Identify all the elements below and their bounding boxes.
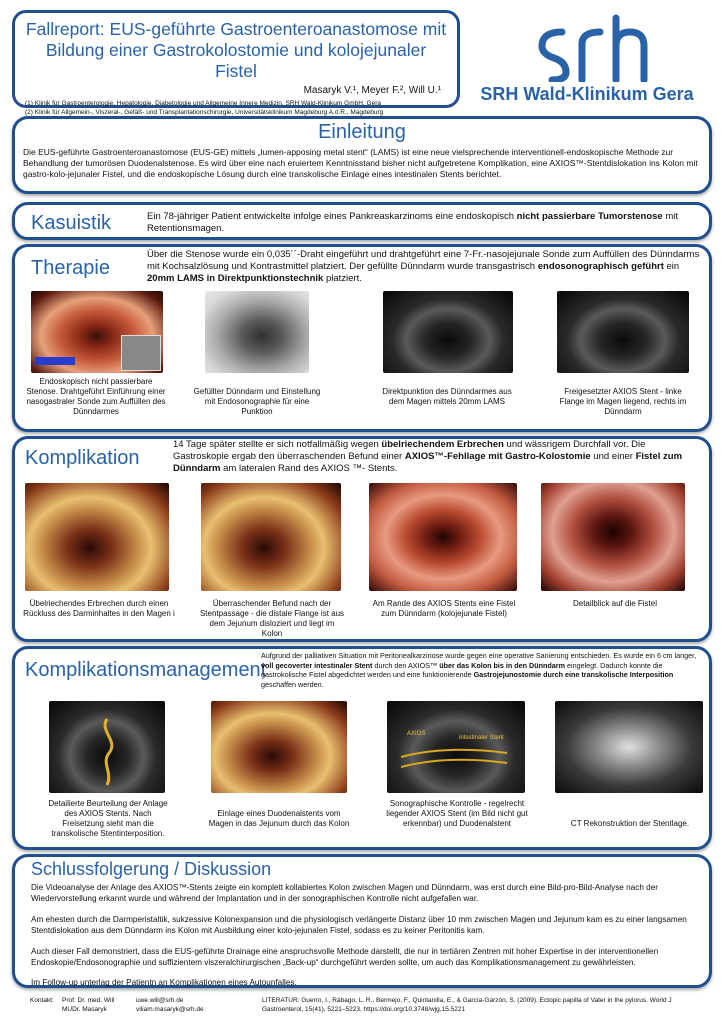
management-bold-3: Gastrojejunostomie durch eine transkolische Interposition — [473, 670, 674, 679]
komplikation-image-4 — [541, 483, 685, 591]
management-text-3: eingelegt. Dadurch konnte die gastrokolische Fistel abgedichtet werden und eine funktionierende — [261, 660, 663, 679]
therapie-text-1: Über die Stenose wurde ein 0,035´´-Draht eingeführt und drahtgeführt eine 7-Fr.-nasojejunale Sonde zum Auffüllen des Dünndarms mit Kochsalzlösung und Kontrastmittel platziert. Der gefüllte Dünndarm wurde transgastrisch — [147, 249, 700, 272]
komplikation-text-4: am lateralen Rand des AXIOS ™- Stents. — [220, 463, 398, 474]
management-text-4: geschaffen werden. — [261, 679, 324, 689]
management-image-1 — [49, 701, 165, 793]
contact-label: Kontakt: — [30, 997, 54, 1004]
management-text-2: durch den AXIOS™ — [372, 660, 440, 670]
contact-email-1[interactable]: uwe.will@srh.de — [136, 997, 184, 1004]
management-caption-4: CT Rekonstruktion der Stentlage. — [570, 819, 690, 828]
komplikation-caption-1: Übelriechendes Erbrechen durch einen Rückluss des Darminhaltes in den Magen i — [23, 599, 175, 618]
therapie-text-2: ein — [663, 261, 680, 272]
therapie-caption-4: Freigesetzter AXIOS Stent - linke Flange im Magen liegend, rechts im Dünndarm — [559, 387, 687, 416]
management-caption-3: Sonographische Kontrolle - regelrecht liegender AXIOS Stent (im Bild nicht gut erkennbar) und Duodenalstent — [386, 799, 528, 828]
management-title: Komplikationsmanagement — [25, 659, 267, 681]
srh-logo-mark — [462, 14, 712, 82]
kasuistik-title: Kasuistik — [31, 212, 112, 234]
section-schlussfolgerung — [12, 854, 712, 988]
affiliation-1: (1) Klinik für Gastroenterologie, Hepatologie, Diabetologie und Allgemeine Innere Medizin, SRH Wald-Klinikum GmbH, Gera — [25, 100, 381, 107]
management-text — [261, 651, 707, 689]
management-image-2 — [211, 701, 347, 793]
authors: Masaryk V.¹, Meyer F.², Will U.¹ — [303, 85, 441, 96]
section-komplikationsmanagement — [12, 646, 712, 850]
komplikation-image-2 — [201, 483, 341, 591]
management-caption-1: Detailierte Beurteilung der Anlage des AXIOS Stents. Nach Freisetzung sieht man die transkolische Stentinterposition. — [48, 799, 168, 838]
schluss-p1: Die Videoanalyse der Anlage des AXIOS™-Stents zeigte ein komplett kollabiertes Kolon zwischen Magen und Dünndarm, was erst durch eine Bild-pro-Bild-Analyse nach der Wiedervorstellung erkannt wurde und während der Implantation und in der sonographischen Kontrolle nicht aufgefallen war. — [31, 883, 658, 903]
contact-email-2[interactable]: viliam.masaryk@srh.de — [136, 1006, 204, 1013]
therapie-text — [147, 249, 709, 285]
therapie-caption-1: Endoskopisch nicht passierbare Stenose. Drahtgeführt Einführung einer nasogastraler Sonde zum Auffüllen des Dünndarmes — [26, 377, 166, 416]
kasuistik-text — [147, 211, 687, 235]
footer-literatur: LITERATUR: Guerro, I., Rábago, L. R., Bermejo, F., Quintanilla, E., & García-Garzón, S. (2009). Ectopic papilla of Vater in the pylorus. World J Gastroenterol, 15(41), 5221–5223. https://doi.org/10.3748/wjg.15.5221 — [262, 997, 672, 1013]
schluss-p4: Im Follow-up unterlag der Patientn an Komplikationen eines Autounfalles. — [31, 978, 297, 987]
einleitung-title: Einleitung — [318, 121, 406, 143]
kasuistik-bold-1: nicht passierbare Tumorstenose — [516, 211, 663, 222]
komplikation-title: Komplikation — [25, 447, 140, 469]
therapie-bold-1: endosonographisch geführt — [537, 261, 664, 272]
therapie-caption-3: Direktpunktion des Dünndarmes aus dem Magen mittels 20mm LAMS — [382, 387, 512, 406]
management-image-4 — [555, 701, 703, 793]
therapie-image-1 — [31, 291, 163, 373]
schluss-title: Schlussfolgerung / Diskussion — [31, 859, 272, 879]
therapie-bold-2: 20mm LAMS in Direktpunktionstechnik — [147, 273, 324, 284]
schluss-p2: Am ehesten durch die Darmperistaltik, sukzessive Kolonexpansion und die physiologisch verlängerte Distanz über 10 mm zwischen Magen und Jejunum kam es zu einer langsamen Stentdislokation aus dem Dünndarm ins Kolon mit Ausbildung einer kolo-jejunalen Fistel, sodass es zu keiner Peritonitis kam. — [31, 915, 687, 935]
komplikation-bold-1: übelriechendem Erbrechen — [381, 439, 504, 450]
info-overlay — [35, 357, 75, 365]
schluss-p3: Auch dieser Fall demonstriert, dass die EUS-geführte Drainage eine anspruchsvolle Methode darstellt, die nur in tertiären Zentren mit hoher Expertise in der interventionellen Endoskopie/Endosonographie und suffizientem viszeralchirurgischen „Back-up“ durchgeführt werden sollte, um auch das Komplikationsmanagement zu gewährleisten. — [31, 947, 659, 967]
kasuistik-text-1: Ein 78-jähriger Patient entwickelte infolge eines Pankreaskarzinoms eine endoskopisch — [147, 211, 517, 222]
section-komplikation — [12, 436, 712, 642]
komplikation-text — [173, 439, 699, 475]
kasuistik-text-2: mit Retentionsmagen. — [147, 211, 679, 234]
therapie-image-4 — [557, 291, 689, 373]
section-kasuistik — [12, 202, 712, 240]
stent-trace — [49, 701, 165, 793]
srh-logo — [462, 14, 712, 108]
contact-name-1: Prof. Dr. med. Will — [62, 997, 115, 1004]
poster-header — [12, 10, 460, 116]
management-image-3 — [387, 701, 525, 793]
section-therapie — [12, 244, 712, 432]
contact-name-2: MUDr. Masaryk — [62, 1006, 107, 1013]
therapie-caption-2: Gefüllter Dünndarm und Einstellung mit Endosonographie für eine Punktion — [193, 387, 321, 416]
therapie-image-3 — [383, 291, 513, 373]
komplikation-caption-3: Am Rande des AXIOS Stents eine Fistel zum Dünndarm (kolojejunale Fistel) — [372, 599, 516, 618]
clinic-name: SRH Wald-Klinikum Gera — [480, 84, 694, 104]
komplikation-bold-2: AXIOS™-Fehllage mit Gastro-Kolostomie — [404, 451, 591, 462]
management-text-1: Aufgrund der palliativen Situation mit Peritonealkarzinose wurde gegen eine operative Sanierung entschieden. Es wurde ein 6 cm langer, — [261, 651, 697, 660]
komplikation-image-1 — [25, 483, 169, 591]
section-einleitung — [12, 116, 712, 194]
therapie-image-2 — [205, 291, 309, 373]
komplikation-text-2: und wässrigem Durchfall vor. Die Gastroskopie ergab den überraschenden Befund einer — [173, 439, 646, 462]
therapie-title: Therapie — [31, 257, 110, 279]
komplikation-text-1: 14 Tage später stellte er sich notfallmäßig wegen — [173, 439, 382, 450]
komplikation-image-3 — [369, 483, 517, 591]
komplikation-text-3: und einer — [590, 451, 636, 462]
komplikation-caption-2: Überraschender Befund nach der Stentpassage - die distale Flange ist aus dem Jejunum disloziert und liegt im Kolon — [199, 599, 345, 638]
intestinal-stent-label: intestinaler Stent — [459, 735, 504, 741]
axios-label: AXIOS — [407, 731, 426, 737]
poster-title: Fallreport: EUS-geführte Gastroenteroanastomose mit Bildung einer Gastrokolostomie und kolojejunaler Fistel — [25, 19, 447, 81]
komplikation-caption-4: Detailblick auf die Fistel — [572, 599, 658, 608]
einleitung-text: Die EUS-geführte Gastroenteroanastomose (EUS-GE) mittels „lumen-apposing metal stent“ (LAMS) ist eine neue vielsprechende interventionell-endoskopische Methode zur Behandlung der tumorösen Duodenalstenose. Es wird über eine nach eruiertem Kenntnisstand bisher nicht aufgetretene Komplikation, eine AXIOS™-Stentdislokation ins Kolon mit gastro-kolo-jejunaler Fistel, und die endoskopische Lösung durch eine transkolische Einlage eines intestinalen Stents berichtet. — [23, 147, 698, 179]
affiliation-2: (2) Klinik für Allgemein-, Viszeral-, Gefäß- und Transplantationschirurgie, Universitätsklinikum Magdeburg A.ö.R., Magdeburg — [25, 108, 384, 116]
komplikation-bold-3: Fistel zum Dünndarm — [173, 451, 683, 474]
stent-lines — [387, 701, 525, 793]
management-bold-2: über das Kolon bis in den Dünndarm — [439, 660, 565, 670]
management-caption-2: Einlage eines Duodenalstents vom Magen in das Jejunum durch das Kolon — [208, 809, 350, 828]
therapie-text-3: platziert. — [323, 273, 362, 284]
inset-xray — [121, 335, 161, 371]
management-bold-1: voll gecoverter intestinaler Stent — [261, 660, 373, 670]
